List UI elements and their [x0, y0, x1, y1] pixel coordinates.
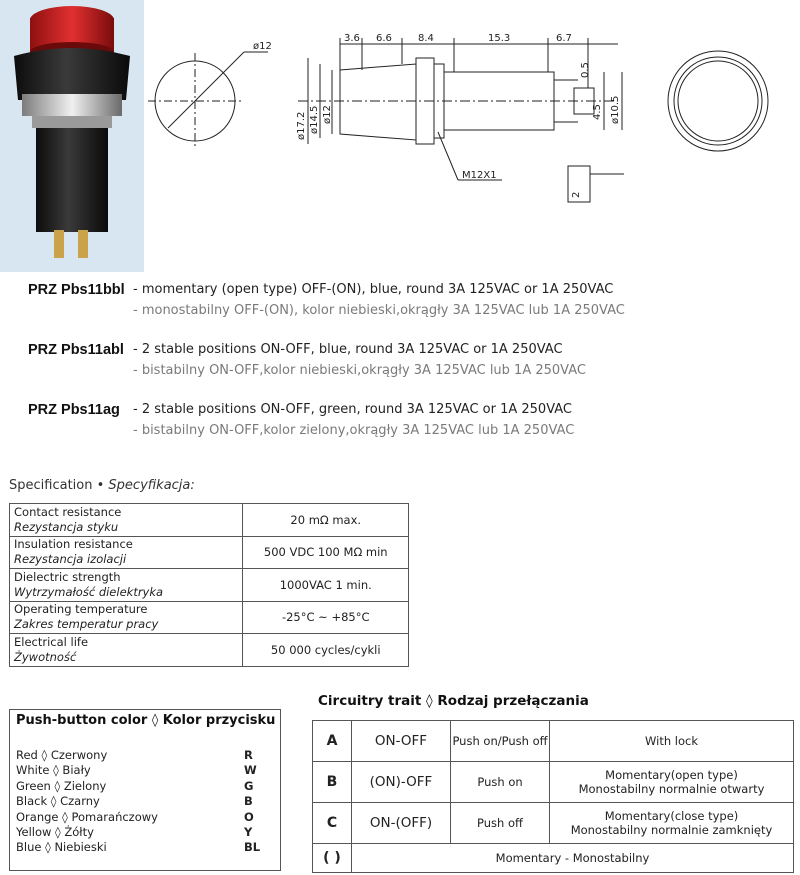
dim-left-3: ø12	[322, 105, 333, 124]
circuit-type-en: Momentary(open type)	[605, 768, 738, 782]
dim-right-3: ø10.5	[610, 95, 621, 124]
circuit-action: Push off	[451, 803, 550, 844]
list-item	[16, 810, 274, 825]
dim-right-1: 0.5	[580, 62, 591, 78]
list-item	[16, 794, 274, 809]
spec-value: 20 mΩ max.	[243, 504, 409, 537]
circuit-type-pl: Monostabilny normalnie zamknięty	[570, 823, 773, 837]
color-code: Y	[244, 824, 253, 839]
circuit-action: Push on/Push off	[451, 721, 550, 762]
spec-label-en: Electrical life	[14, 634, 89, 649]
table-row	[313, 844, 794, 873]
color-name: White ◊ Biały	[16, 763, 91, 778]
dim-top-5: 6.7	[556, 33, 572, 44]
circuit-symbol: A	[313, 721, 352, 762]
terminal-label: 2	[571, 191, 582, 198]
front-diameter-label: ø12	[253, 41, 272, 52]
spec-value: -25°C ~ +85°C	[243, 601, 409, 634]
spec-label-en: Operating temperature	[14, 602, 148, 617]
product-item	[28, 282, 788, 342]
spec-value: 50 000 cycles/cykli	[243, 634, 409, 667]
table-row	[313, 762, 794, 803]
spec-table	[9, 503, 409, 667]
color-name: Orange ◊ Pomarańczowy	[16, 809, 158, 824]
circuit-mode: (ON)-OFF	[352, 762, 451, 803]
dim-left-1: ø17.2	[296, 111, 307, 140]
circuit-footer: Momentary - Monostabilny	[352, 844, 794, 873]
table-row	[10, 536, 409, 569]
color-code: G	[244, 778, 254, 793]
list-item	[16, 763, 274, 778]
spec-label-pl: Wytrzymałość dielektryka	[14, 584, 164, 599]
dim-top-1: 3.6	[344, 33, 360, 44]
spec-label-pl: Zakres temperatur pracy	[14, 617, 159, 632]
dim-top-2: 6.6	[376, 33, 392, 44]
color-name: Red ◊ Czerwony	[16, 748, 108, 762]
dim-right-2: 4.5	[592, 104, 603, 120]
spec-title	[9, 478, 195, 493]
product-desc-en: - 2 stable positions ON-OFF, blue, round 3A 125VAC or 1A 250VAC	[133, 342, 563, 357]
color-code: W	[244, 763, 257, 778]
circuit-mode: ON-OFF	[352, 721, 451, 762]
color-code: BL	[244, 840, 261, 855]
push-button-illustration	[0, 0, 144, 272]
spec-label-pl: Żywotność	[14, 649, 77, 664]
list-item	[16, 779, 274, 794]
spec-value: 1000VAC 1 min.	[243, 569, 409, 602]
color-box	[9, 709, 281, 871]
list-item	[16, 840, 274, 855]
spec-value: 500 VDC 100 MΩ min	[243, 536, 409, 569]
product-photo	[0, 0, 144, 272]
circuit-symbol: C	[313, 803, 352, 844]
color-name: Yellow ◊ Żółty	[16, 824, 94, 839]
product-desc-en: - 2 stable positions ON-OFF, green, round 3A 125VAC or 1A 250VAC	[133, 402, 572, 417]
technical-drawing	[148, 28, 798, 208]
circuit-symbol: ( )	[313, 844, 352, 873]
spec-label-en: Dielectric strength	[14, 569, 121, 584]
spec-title-bullet: •	[96, 478, 105, 493]
circuitry-title: Circuitry trait ◊ Rodzaj przełączania	[318, 693, 589, 709]
spec-label-en: Insulation resistance	[14, 537, 133, 552]
circuit-type-en: Momentary(close type)	[604, 809, 739, 823]
dim-left-2: ø14.5	[309, 105, 320, 134]
circuitry-table	[312, 720, 794, 873]
product-code: PRZ Pbs11abl	[28, 342, 124, 358]
color-name: Black ◊ Czarny	[16, 794, 100, 809]
circuit-type-en: With lock	[645, 734, 698, 748]
table-row	[10, 504, 409, 537]
list-item	[16, 748, 274, 763]
spec-label-en: Contact resistance	[14, 504, 122, 519]
color-code: R	[244, 748, 253, 762]
spec-title-en: Specification	[9, 478, 93, 493]
dim-top-4: 15.3	[488, 33, 511, 44]
dim-top-3: 8.4	[418, 33, 434, 44]
circuit-action: Push on	[451, 762, 550, 803]
color-title: Push-button color ◊ Kolor przycisku	[16, 713, 276, 728]
product-code: PRZ Pbs11bbl	[28, 282, 125, 298]
product-item	[28, 342, 788, 402]
color-list	[16, 748, 274, 856]
list-item	[16, 825, 274, 840]
spec-label-pl: Rezystancja styku	[14, 519, 119, 534]
table-row	[313, 803, 794, 844]
product-desc-pl: - bistabilny ON-OFF,kolor zielony,okrągły 3A 125VAC lub 1A 250VAC	[133, 423, 575, 438]
circuit-type-pl: Monostabilny normalnie otwarty	[578, 782, 765, 796]
table-row	[10, 569, 409, 602]
product-desc-en: - momentary (open type) OFF-(ON), blue, round 3A 125VAC or 1A 250VAC	[133, 282, 614, 297]
product-desc-pl: - bistabilny ON-OFF,kolor niebieski,okrągły 3A 125VAC lub 1A 250VAC	[133, 363, 586, 378]
thread-label: M12X1	[462, 170, 497, 181]
color-name: Blue ◊ Niebieski	[16, 840, 107, 855]
color-code: O	[244, 809, 254, 824]
circuit-symbol: B	[313, 762, 352, 803]
spec-title-pl: Specyfikacja:	[108, 478, 195, 493]
color-name: Green ◊ Zielony	[16, 778, 107, 793]
table-row	[10, 601, 409, 634]
product-list	[28, 282, 788, 462]
circuit-mode: ON-(OFF)	[352, 803, 451, 844]
product-desc-pl: - monostabilny OFF-(ON), kolor niebieski,okrągły 3A 125VAC lub 1A 250VAC	[133, 303, 625, 318]
spec-label-pl: Rezystancja izolacji	[14, 552, 127, 567]
table-row	[313, 721, 794, 762]
color-code: B	[244, 794, 253, 809]
table-row	[10, 634, 409, 667]
product-item	[28, 402, 788, 462]
product-code: PRZ Pbs11ag	[28, 402, 120, 418]
